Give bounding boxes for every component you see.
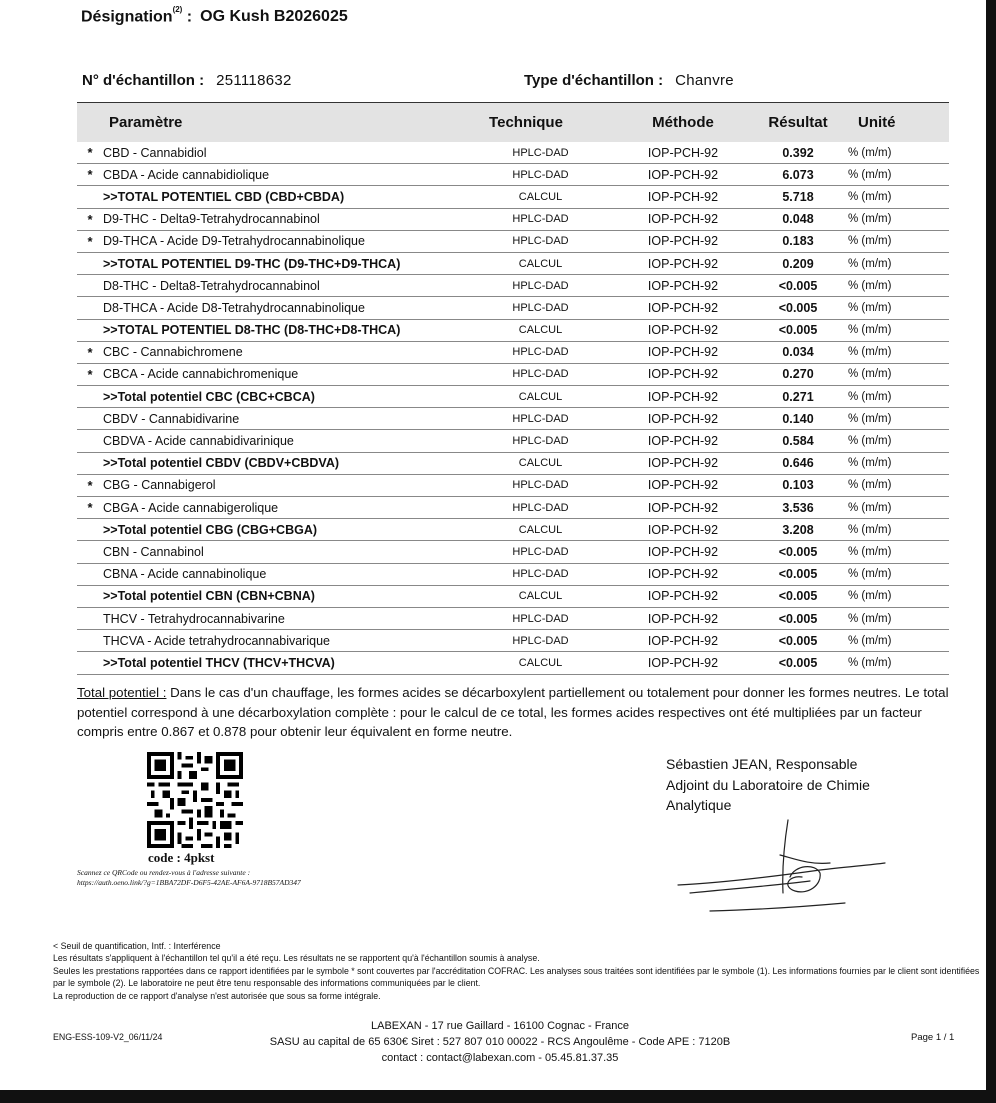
row-resultat: <0.005 [748, 319, 848, 341]
row-unite: % (m/m) [848, 519, 949, 541]
row-parametre: D9-THCA - Acide D9-Tetrahydrocannabinolique [103, 230, 463, 252]
row-methode: IOP-PCH-92 [618, 164, 748, 186]
signature-icon [670, 815, 890, 920]
qr-code-label: code : 4pkst [148, 850, 215, 865]
row-resultat: 0.584 [748, 430, 848, 452]
table-row [77, 630, 949, 652]
row-technique: CALCUL [463, 585, 618, 607]
row-methode: IOP-PCH-92 [618, 630, 748, 652]
note-text: Dans le cas d'un chauffage, les formes acides se décarboxylent partiellement ou totalement pour donner les formes neutres. Le total potentiel correspond à une décarboxylation complète : pour le calcul de ce total, les formes acides respectives ont été multipliées par un facteur compris entre 0.867 et 0.878 pour obtenir leur équivalent en forme neutre. [77, 685, 949, 739]
row-technique: CALCUL [463, 319, 618, 341]
results-table [77, 102, 949, 675]
designation-value: OG Kush B2026025 [200, 8, 348, 26]
row-methode: IOP-PCH-92 [618, 497, 748, 519]
row-unite: % (m/m) [848, 164, 949, 186]
row-parametre: CBD - Cannabidiol [103, 142, 463, 164]
row-unite: % (m/m) [848, 585, 949, 607]
table-row-total [77, 585, 949, 607]
row-unite: % (m/m) [848, 341, 949, 363]
row-resultat: <0.005 [748, 652, 848, 674]
accreditation-mark: * [77, 497, 103, 519]
table-row [77, 541, 949, 563]
table-row [77, 497, 949, 519]
accreditation-mark [77, 319, 103, 341]
header-methode: Méthode [618, 103, 748, 143]
table-row-total [77, 452, 949, 474]
row-parametre: >>Total potentiel CBN (CBN+CBNA) [103, 585, 463, 607]
footer-note: Les résultats s'appliquent à l'échantillon tel qu'il a été reçu. Les résultats ne se rapportent qu'à l'échantillon soumis à analyse. [53, 953, 540, 964]
table-row [77, 275, 949, 297]
row-parametre: CBGA - Acide cannabigerolique [103, 497, 463, 519]
row-technique: HPLC-DAD [463, 164, 618, 186]
accreditation-mark: * [77, 474, 103, 496]
designation: Désignation$^{(2)}$ : OG Kush B2026025 [81, 5, 348, 26]
row-methode: IOP-PCH-92 [618, 563, 748, 585]
row-parametre: >>TOTAL POTENTIEL D9-THC (D9-THC+D9-THCA) [103, 252, 463, 274]
row-methode: IOP-PCH-92 [618, 363, 748, 385]
row-unite: % (m/m) [848, 607, 949, 629]
row-resultat: <0.005 [748, 563, 848, 585]
row-methode: IOP-PCH-92 [618, 230, 748, 252]
row-resultat: 0.183 [748, 230, 848, 252]
accreditation-mark: * [77, 341, 103, 363]
table-row-total [77, 519, 949, 541]
table-header [77, 103, 949, 143]
signer-block [666, 754, 870, 816]
footer-note: La reproduction de ce rapport d'analyse n'est autorisée que sous sa forme intégrale. [53, 990, 381, 1001]
table-row [77, 607, 949, 629]
row-parametre: THCVA - Acide tetrahydrocannabivarique [103, 630, 463, 652]
accreditation-mark: * [77, 230, 103, 252]
row-parametre: CBDA - Acide cannabidiolique [103, 164, 463, 186]
row-methode: IOP-PCH-92 [618, 408, 748, 430]
header-resultat: Résultat [748, 103, 848, 143]
row-resultat: 0.209 [748, 252, 848, 274]
row-technique: CALCUL [463, 186, 618, 208]
company-info [250, 1018, 750, 1066]
row-technique: HPLC-DAD [463, 497, 618, 519]
row-unite: % (m/m) [848, 474, 949, 496]
row-methode: IOP-PCH-92 [618, 275, 748, 297]
row-resultat: <0.005 [748, 541, 848, 563]
row-parametre: CBDV - Cannabidivarine [103, 408, 463, 430]
row-technique: HPLC-DAD [463, 430, 618, 452]
row-unite: % (m/m) [848, 630, 949, 652]
row-methode: IOP-PCH-92 [618, 607, 748, 629]
accreditation-mark [77, 652, 103, 674]
row-parametre: CBCA - Acide cannabichromenique [103, 363, 463, 385]
row-technique: CALCUL [463, 386, 618, 408]
row-resultat: 5.718 [748, 186, 848, 208]
company-line1: LABEXAN - 17 rue Gaillard - 16100 Cognac - France [370, 1020, 630, 1032]
row-unite: % (m/m) [848, 275, 949, 297]
row-resultat: <0.005 [748, 630, 848, 652]
table-row-total [77, 386, 949, 408]
row-methode: IOP-PCH-92 [618, 252, 748, 274]
row-technique: HPLC-DAD [463, 541, 618, 563]
row-resultat: 0.034 [748, 341, 848, 363]
header-parametre: Paramètre [103, 103, 463, 143]
row-parametre: D9-THC - Delta9-Tetrahydrocannabinol [103, 208, 463, 230]
row-parametre: CBNA - Acide cannabinolique [103, 563, 463, 585]
accreditation-mark: * [77, 208, 103, 230]
row-technique: HPLC-DAD [463, 630, 618, 652]
page-number: Page 1 / 1 [911, 1032, 955, 1043]
signer-line3: Analytique [666, 797, 732, 813]
row-methode: IOP-PCH-92 [618, 652, 748, 674]
designation-label: Désignation [81, 8, 173, 26]
accreditation-mark [77, 585, 103, 607]
row-parametre: D8-THC - Delta8-Tetrahydrocannabinol [103, 275, 463, 297]
accreditation-mark [77, 630, 103, 652]
accreditation-mark [77, 386, 103, 408]
footer-note: Seules les prestations rapportées dans ce rapport identifiées par le symbole * sont couvertes par l'accréditation COFRAC. Les analyses sous traitées sont identifiées par le symbole (1). Les informations fournies par le client sont identifiées par le symbole (2). Le laboratoire ne peut être tenu responsable des informations communiquées par le client. [53, 965, 980, 989]
row-technique: CALCUL [463, 252, 618, 274]
row-technique: HPLC-DAD [463, 142, 618, 164]
accreditation-mark [77, 186, 103, 208]
total-potentiel-note [77, 683, 957, 742]
sample-number-value: 251118632 [216, 72, 292, 89]
table-row [77, 408, 949, 430]
header-technique: Technique [463, 103, 618, 143]
row-parametre: >>Total potentiel CBC (CBC+CBCA) [103, 386, 463, 408]
row-methode: IOP-PCH-92 [618, 186, 748, 208]
accreditation-mark [77, 452, 103, 474]
row-technique: HPLC-DAD [463, 607, 618, 629]
accreditation-mark [77, 408, 103, 430]
row-parametre: >>Total potentiel CBG (CBG+CBGA) [103, 519, 463, 541]
table-row [77, 230, 949, 252]
row-methode: IOP-PCH-92 [618, 297, 748, 319]
row-technique: HPLC-DAD [463, 341, 618, 363]
table-row [77, 430, 949, 452]
sample-type-value: Chanvre [675, 72, 734, 89]
row-resultat: 0.271 [748, 386, 848, 408]
row-unite: % (m/m) [848, 408, 949, 430]
note-label: Total potentiel : [77, 685, 167, 700]
row-resultat: <0.005 [748, 297, 848, 319]
row-resultat: 0.646 [748, 452, 848, 474]
accreditation-mark: * [77, 142, 103, 164]
accreditation-mark [77, 297, 103, 319]
accreditation-mark [77, 563, 103, 585]
row-resultat: 0.392 [748, 142, 848, 164]
row-parametre: CBG - Cannabigerol [103, 474, 463, 496]
accreditation-mark: * [77, 363, 103, 385]
row-parametre: CBC - Cannabichromene [103, 341, 463, 363]
row-unite: % (m/m) [848, 430, 949, 452]
row-technique: HPLC-DAD [463, 408, 618, 430]
row-unite: % (m/m) [848, 363, 949, 385]
table-row [77, 474, 949, 496]
row-parametre: THCV - Tetrahydrocannabivarine [103, 607, 463, 629]
row-methode: IOP-PCH-92 [618, 430, 748, 452]
row-unite: % (m/m) [848, 208, 949, 230]
designation-sup: (2) [172, 5, 183, 14]
table-row [77, 341, 949, 363]
row-methode: IOP-PCH-92 [618, 208, 748, 230]
row-unite: % (m/m) [848, 497, 949, 519]
row-methode: IOP-PCH-92 [618, 142, 748, 164]
company-line3: contact : contact@labexan.com - 05.45.81.37.35 [381, 1052, 619, 1064]
row-unite: % (m/m) [848, 652, 949, 674]
table-row [77, 363, 949, 385]
table-row [77, 563, 949, 585]
company-line2: SASU au capital de 65 630€ Siret : 527 807 010 00022 - RCS Angoulême - Code APE : 7120B [269, 1036, 731, 1048]
table-row [77, 164, 949, 186]
header-unite: Unité [848, 103, 949, 143]
row-resultat: 0.270 [748, 363, 848, 385]
accreditation-mark [77, 275, 103, 297]
row-parametre: >>Total potentiel CBDV (CBDV+CBDVA) [103, 452, 463, 474]
table-row-total [77, 252, 949, 274]
row-technique: HPLC-DAD [463, 563, 618, 585]
row-parametre: CBDVA - Acide cannabidivarinique [103, 430, 463, 452]
row-unite: % (m/m) [848, 563, 949, 585]
table-row [77, 142, 949, 164]
row-resultat: <0.005 [748, 275, 848, 297]
row-resultat: 6.073 [748, 164, 848, 186]
sample-type-label: Type d'échantillon : [524, 72, 664, 89]
qr-scan-text: Scannez ce QRCode ou rendez-vous à l'adresse suivante : [77, 868, 251, 877]
row-technique: HPLC-DAD [463, 275, 618, 297]
row-unite: % (m/m) [848, 252, 949, 274]
row-unite: % (m/m) [848, 541, 949, 563]
row-parametre: D8-THCA - Acide D8-Tetrahydrocannabinolique [103, 297, 463, 319]
row-methode: IOP-PCH-92 [618, 386, 748, 408]
row-technique: CALCUL [463, 452, 618, 474]
row-technique: HPLC-DAD [463, 208, 618, 230]
row-technique: CALCUL [463, 652, 618, 674]
sample-number-label: N° d'échantillon : [82, 72, 205, 89]
table-row [77, 208, 949, 230]
row-technique: HPLC-DAD [463, 474, 618, 496]
row-resultat: 0.048 [748, 208, 848, 230]
row-parametre: >>TOTAL POTENTIEL D8-THC (D8-THC+D8-THCA) [103, 319, 463, 341]
accreditation-mark [77, 519, 103, 541]
row-methode: IOP-PCH-92 [618, 474, 748, 496]
table-row-total [77, 652, 949, 674]
row-methode: IOP-PCH-92 [618, 585, 748, 607]
table-row [77, 297, 949, 319]
accreditation-mark [77, 541, 103, 563]
row-resultat: <0.005 [748, 585, 848, 607]
table-row-total [77, 319, 949, 341]
accreditation-mark: * [77, 164, 103, 186]
document-code: ENG-ESS-109-V2_06/11/24 [53, 1032, 163, 1042]
table-row-total [77, 186, 949, 208]
row-unite: % (m/m) [848, 452, 949, 474]
row-unite: % (m/m) [848, 230, 949, 252]
row-methode: IOP-PCH-92 [618, 452, 748, 474]
row-parametre: CBN - Cannabinol [103, 541, 463, 563]
accreditation-mark [77, 430, 103, 452]
row-unite: % (m/m) [848, 386, 949, 408]
row-parametre: >>Total potentiel THCV (THCV+THCVA) [103, 652, 463, 674]
row-methode: IOP-PCH-92 [618, 341, 748, 363]
row-unite: % (m/m) [848, 297, 949, 319]
row-resultat: 0.140 [748, 408, 848, 430]
accreditation-mark [77, 252, 103, 274]
row-resultat: 3.536 [748, 497, 848, 519]
row-unite: % (m/m) [848, 142, 949, 164]
qr-instructions [77, 868, 301, 888]
qr-code-icon [147, 752, 243, 848]
row-resultat: <0.005 [748, 607, 848, 629]
row-methode: IOP-PCH-92 [618, 541, 748, 563]
row-resultat: 3.208 [748, 519, 848, 541]
row-unite: % (m/m) [848, 319, 949, 341]
signer-line1: Sébastien JEAN, Responsable [666, 756, 858, 772]
row-technique: HPLC-DAD [463, 230, 618, 252]
accreditation-mark [77, 607, 103, 629]
row-resultat: 0.103 [748, 474, 848, 496]
signer-line2: Adjoint du Laboratoire de Chimie [666, 776, 870, 793]
row-methode: IOP-PCH-92 [618, 319, 748, 341]
row-technique: CALCUL [463, 519, 618, 541]
footer-notes [53, 940, 986, 1002]
row-methode: IOP-PCH-92 [618, 519, 748, 541]
row-parametre: >>TOTAL POTENTIEL CBD (CBD+CBDA) [103, 186, 463, 208]
row-technique: HPLC-DAD [463, 297, 618, 319]
footer-note: < Seuil de quantification, Intf. : Interférence [53, 941, 221, 951]
row-unite: % (m/m) [848, 186, 949, 208]
sample-type [524, 72, 734, 89]
row-technique: HPLC-DAD [463, 363, 618, 385]
qr-url[interactable]: https://auth.oeno.link/?g=1BBA72DF-D6F5-42AE-AF6A-9718B57AD347 [77, 878, 301, 887]
sample-number [82, 72, 292, 89]
